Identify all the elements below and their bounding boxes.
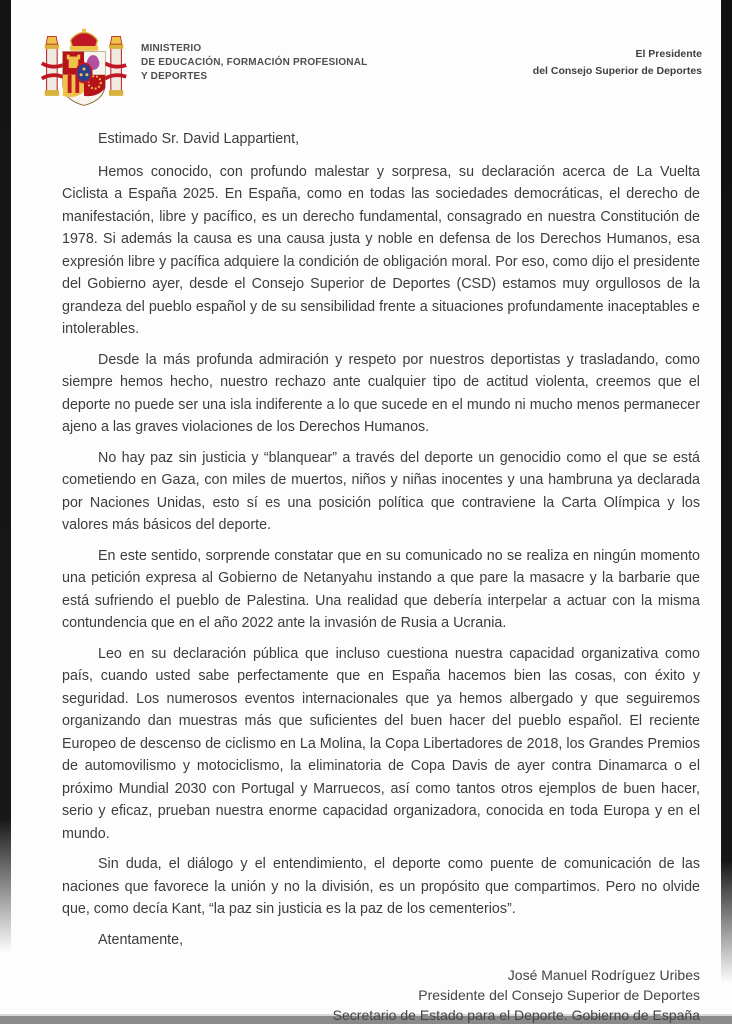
paragraph-1: Hemos conocido, con profundo malestar y sorpresa, su declaración acerca de La Vuelta Ciclista a España 2025. En España, como en todas las sociedades democráticas, el derecho de manifestación, libre y pacífico, es un derecho fundamental, consagrado en nuestra Constitución de 1978. Si además la causa es una causa justa y noble en defensa de los Derechos Humanos, esa expresión libre y pacífica adquiere la condición de obligación moral. Por eso, como dijo el presidente del Gobierno ayer, desde el Consejo Superior de Deportes (CSD) estamos muy orgullosos de la grandeza del pueblo español y de su sensibilidad frente a situaciones profundamente inaceptables e intolerables. [62,163,700,337]
letterhead [0,22,732,118]
letter-body [62,128,700,1025]
signature-name: José Manuel Rodríguez Uribes [507,967,700,983]
photo-edge-left [0,0,11,1024]
ministry-line-2: DE EDUCACIÓN, FORMACIÓN PROFESIONAL [141,57,368,68]
ministry-line-3: Y DEPORTES [141,71,208,82]
salutation: Estimado Sr. David Lappartient, [98,131,300,147]
ministry-name [141,42,367,84]
signature-block [62,965,700,1025]
signature-title-1: Presidente del Consejo Superior de Deportes [418,987,700,1003]
paragraph-4: En este sentido, sorprende constatar que en su comunicado no se realiza en ningún momento una petición expresa al Gobierno de Netanyahu instando a que pare la masacre y la barbarie que está sufriendo el pueblo de Palestina. Una realidad que debería interpelar a actuar con la misma contundencia que en el año 2022 ante la invasión de Rusia a Ucrania. [62,547,700,631]
sender-office-line-2: del Consejo Superior de Deportes [532,65,702,77]
photo-edge-right [721,0,732,1024]
sender-office [533,46,702,80]
sender-office-line-1: El Presidente [635,48,702,60]
signature-title-2: Secretario de Estado para el Deporte. Gobierno de España [332,1007,700,1023]
paragraph-6: Sin duda, el diálogo y el entendimiento, el deporte como puente de comunicación de las naciones que favorece la unión y no la división, es un propósito que compartimos. Pero no olvide que, como decía Kant, “la paz sin justicia es la paz de los cementerios”. [62,856,700,917]
spain-coat-of-arms-icon [38,24,130,114]
closing: Atentamente, [98,931,184,948]
paragraph-2: Desde la más profunda admiración y respeto por nuestros deportistas y trasladando, como siempre hemos hecho, nuestro rechazo ante cualquier tipo de actitud violenta, creemos que el deporte no puede ser una isla indiferente a lo que sucede en el mundo ni mucho menos permanecer ajeno a las graves violaciones de los Derechos Humanos. [62,351,700,435]
ministry-line-1: MINISTERIO [141,43,202,54]
paragraph-3: No hay paz sin justicia y “blanquear” a través del deporte un genocidio como el que se está cometiendo en Gaza, con miles de muertos, niños y niñas inocentes y una hambruna ya declarada por Naciones Unidas, esto sí es una posición política que contraviene la Carta Olímpica y los valores más básicos del deporte. [62,449,700,533]
paragraph-5: Leo en su declaración pública que incluso cuestiona nuestra capacidad organizativa como país, cuando usted sabe perfectamente que en España hacemos bien las cosas, con éxito y seguridad. Los numerosos eventos internacionales que ya hemos albergado y que seguiremos organizando dan muestras más que suficientes del buen hacer del pueblo español. El reciente Europeo de descenso de ciclismo en La Molina, la Copa Libertadores de 2018, los Grandes Premios de automovilismo y motociclismo, la eliminatoria de Copa Davis de ayer contra Dinamarca o el próximo Mundial 2030 con Portugal y Marruecos, así como tantos otros ejemplos de buen hacer, serio y eficaz, prueban nuestra enorme capacidad organizadora, conocida en toda Europa y en el mundo. [62,645,700,842]
